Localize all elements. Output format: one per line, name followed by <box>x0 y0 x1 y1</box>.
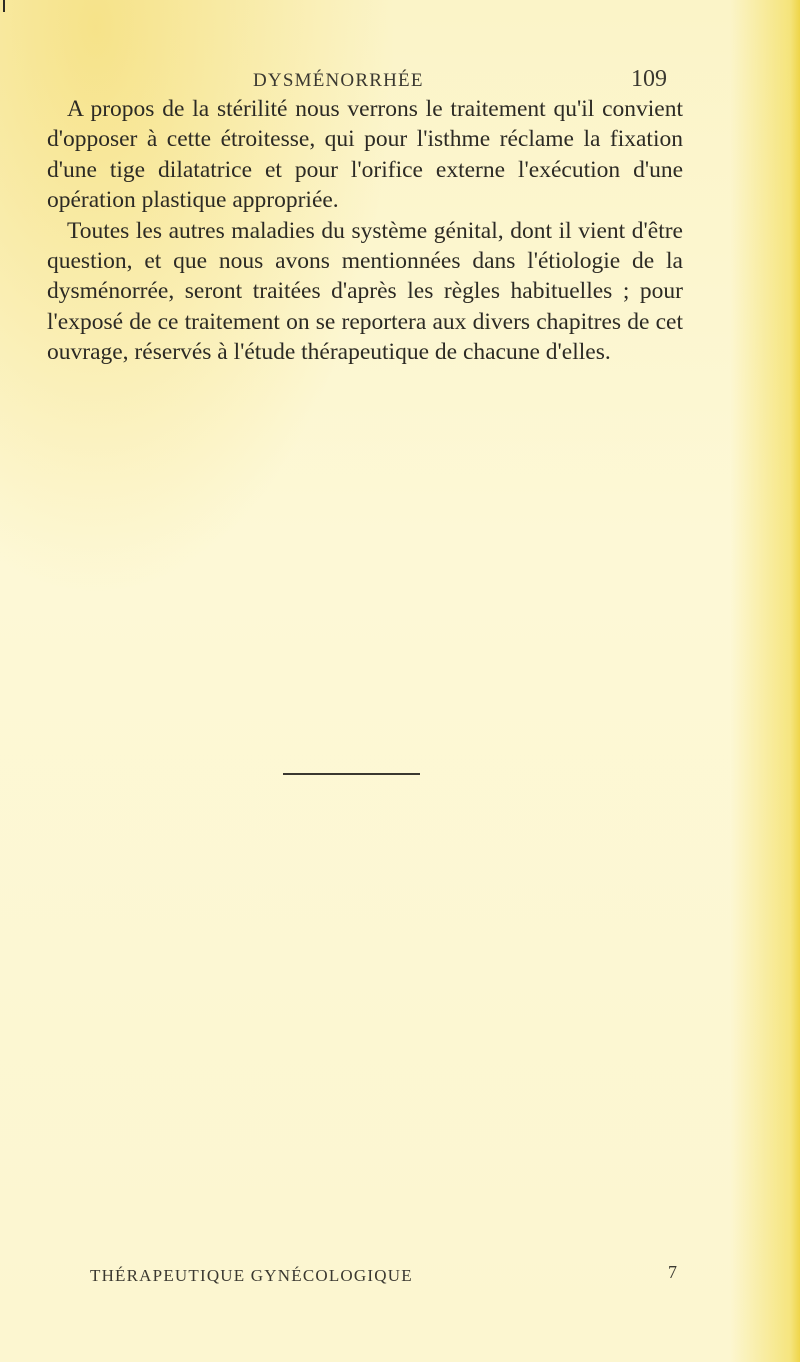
footer-mark: 7 <box>668 1262 677 1282</box>
corner-mark <box>3 0 5 12</box>
running-title: DYSMÉNORRHÉE <box>253 70 424 91</box>
paragraph-2: Toutes les autres maladies du système génital, dont il vient d'être question, et que nous avons mentionnées dans l'étiologie de la dysménorrée, seront traitées d'après les règles habituelles ; pour l'exposé de ce traitement on se reportera aux divers chapitres de cet ouvrage, réservés à l'étude thérapeutique de chacune d'elles. <box>47 217 683 366</box>
page-number: 109 <box>631 66 667 92</box>
footer-signature: THÉRAPEUTIQUE GYNÉCOLOGIQUE <box>90 1266 413 1285</box>
section-rule <box>283 773 420 775</box>
body-text <box>47 94 683 368</box>
paragraph-1: A propos de la stérilité nous verrons le traitement qu'il convient d'opposer à cette étroitesse, qui pour l'isthme réclame la fixation d'une tige dilatatrice et pour l'orifice externe l'exécution d'une opération plastique appropriée. <box>47 96 683 214</box>
